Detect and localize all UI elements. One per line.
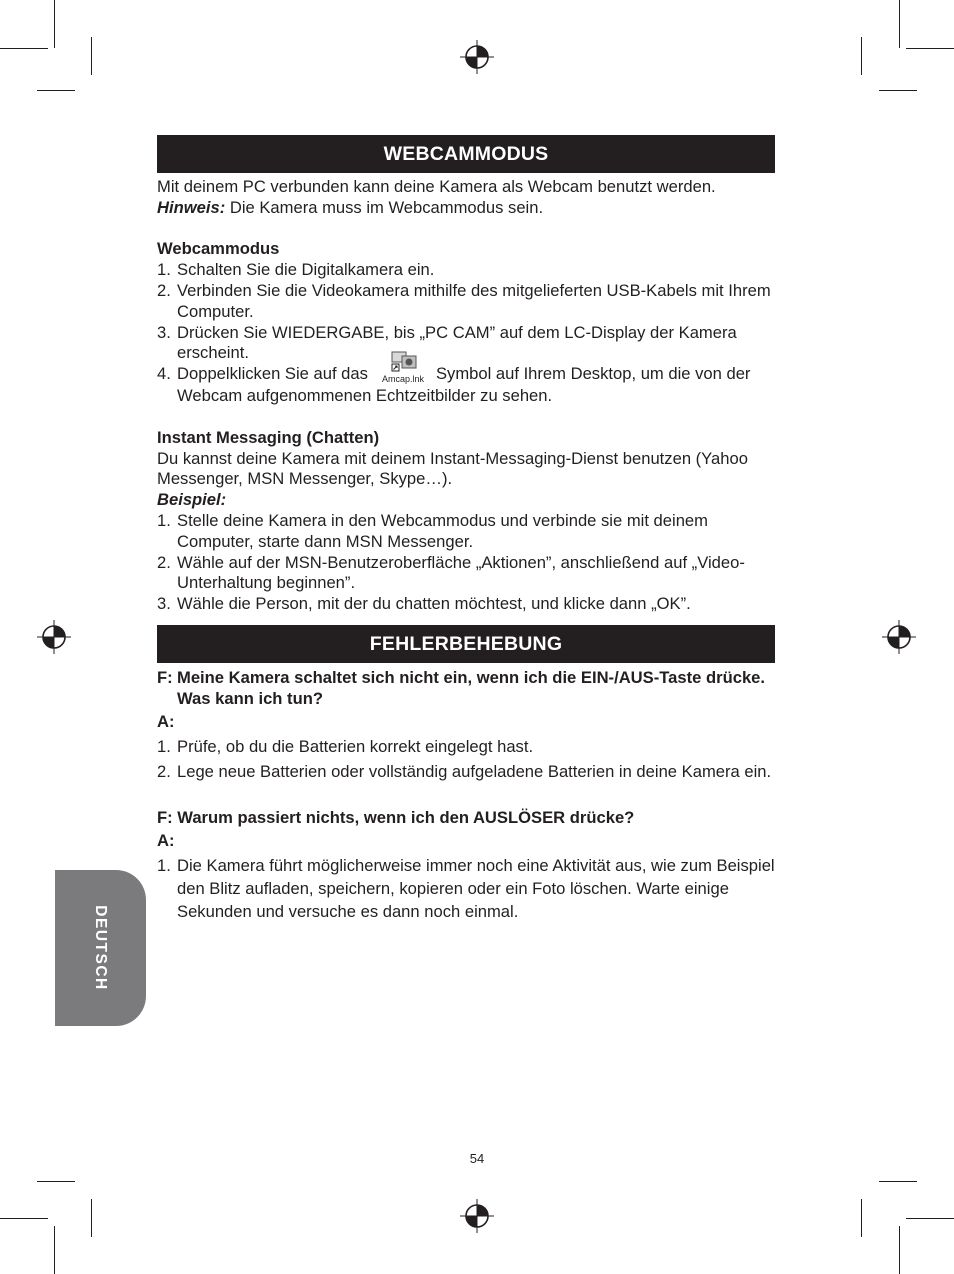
page-content (157, 135, 775, 925)
list-number: 2. (157, 552, 171, 572)
list-number: 2. (157, 280, 171, 300)
faq-section (157, 667, 775, 923)
answer-label: A: (157, 711, 175, 731)
example-label: Beispiel: (157, 490, 227, 510)
list-number: 1. (157, 736, 171, 756)
list-text: Lege neue Batterien oder vollständig aufgeladene Batterien in deine Kamera ein. (177, 761, 772, 781)
list-text: Schalten Sie die Digitalkamera ein. (177, 260, 435, 280)
faq-question (157, 667, 775, 709)
list-item (157, 281, 775, 323)
list-number: 1. (157, 260, 171, 280)
crop-mark (899, 1226, 900, 1274)
section-title-webcammodus: WEBCAMMODUS (157, 135, 775, 173)
list-number: 3. (157, 322, 171, 342)
list-item (157, 854, 775, 923)
instant-messaging-text: Du kannst deine Kamera mit deinem Instant-Messaging-Dienst benutzen (Yahoo Messenger, MSN Messenger, Skype…). (157, 448, 748, 489)
list-item (157, 594, 775, 615)
registration-mark-icon (37, 620, 71, 654)
registration-mark-icon (882, 620, 916, 654)
list-text: Stelle deine Kamera in den Webcammodus und verbinde sie mit deinem Computer, starte dann MSN Messenger. (177, 510, 708, 551)
crop-mark (0, 48, 48, 49)
crop-mark (54, 0, 55, 48)
registration-mark-icon (460, 40, 494, 74)
crop-mark (0, 1218, 48, 1219)
list-text: Prüfe, ob du die Batterien korrekt eingelegt hast. (177, 736, 534, 756)
list-number: 2. (157, 761, 171, 781)
crop-mark (861, 37, 862, 75)
answer-label: A: (157, 830, 175, 850)
step4-text-after: Symbol auf Ihrem Desktop, um die von der Webcam aufgenommenen Echtzeitbilder zu sehen. (177, 364, 751, 406)
subheading-webcammodus: Webcammodus (157, 239, 280, 259)
crop-mark (906, 48, 954, 49)
crop-mark (861, 1199, 862, 1237)
crop-mark (879, 1181, 917, 1182)
list-item (157, 260, 775, 281)
note-label: Hinweis: (157, 197, 226, 217)
crop-mark (906, 1218, 954, 1219)
section-title-fehlerbehebung: FEHLERBEHEBUNG (157, 625, 775, 663)
crop-mark (91, 1199, 92, 1237)
language-tab-label: DEUTSCH (92, 905, 109, 991)
list-text: Die Kamera führt möglicherweise immer noch eine Aktivität aus, wie zum Beispiel den Blitz aufladen, speichern, kopieren oder ein Foto löschen. Warte einige Sekunden und versuche es dann noch einmal. (177, 855, 775, 921)
list-text: Wähle auf der MSN-Benutzeroberfläche „Aktionen”, anschließend auf „Video-Unterhaltung beginnen”. (177, 552, 745, 593)
question-prefix: F: (157, 667, 173, 687)
list-item (157, 364, 775, 407)
list-item (157, 553, 775, 595)
crop-mark (37, 1181, 75, 1182)
step4-text-before: Doppelklicken Sie auf das (177, 364, 368, 384)
crop-mark (54, 1226, 55, 1274)
list-text: Verbinden Sie die Videokamera mithilfe des mitgelieferten USB-Kabels mit Ihrem Computer. (177, 280, 771, 321)
amcap-shortcut-icon (378, 350, 428, 386)
list-number: 4. (157, 364, 171, 384)
crop-mark (37, 90, 75, 91)
list-item (157, 735, 775, 758)
note-paragraph (157, 198, 775, 219)
list-text: Wähle die Person, mit der du chatten möchtest, und klicke dann „OK”. (177, 594, 691, 614)
list-text (177, 364, 775, 407)
registration-mark-icon (460, 1199, 494, 1233)
crop-mark (879, 90, 917, 91)
list-number: 3. (157, 594, 171, 614)
list-text: Drücken Sie WIEDERGABE, bis „PC CAM” auf dem LC-Display der Kamera erscheint. (177, 322, 737, 363)
note-text: Die Kamera muss im Webcammodus sein. (225, 197, 544, 217)
page-number: 54 (469, 1151, 485, 1166)
faq-question: F: Warum passiert nichts, wenn ich den AUSLÖSER drücke? (157, 807, 635, 827)
list-number: 1. (157, 510, 171, 530)
intro-text: Mit deinem PC verbunden kann deine Kamera als Webcam benutzt werden. (157, 177, 716, 196)
crop-mark (91, 37, 92, 75)
list-number: 1. (157, 855, 171, 875)
list-item (157, 511, 775, 553)
subheading-instant-messaging: Instant Messaging (Chatten) (157, 427, 380, 447)
question-text: Meine Kamera schaltet sich nicht ein, wenn ich die EIN-/AUS-Taste drücke. Was kann ich tun? (177, 667, 766, 708)
list-item (157, 323, 775, 365)
icon-caption: Amcap.lnk (381, 374, 424, 385)
crop-mark (899, 0, 900, 48)
list-item (157, 760, 775, 783)
